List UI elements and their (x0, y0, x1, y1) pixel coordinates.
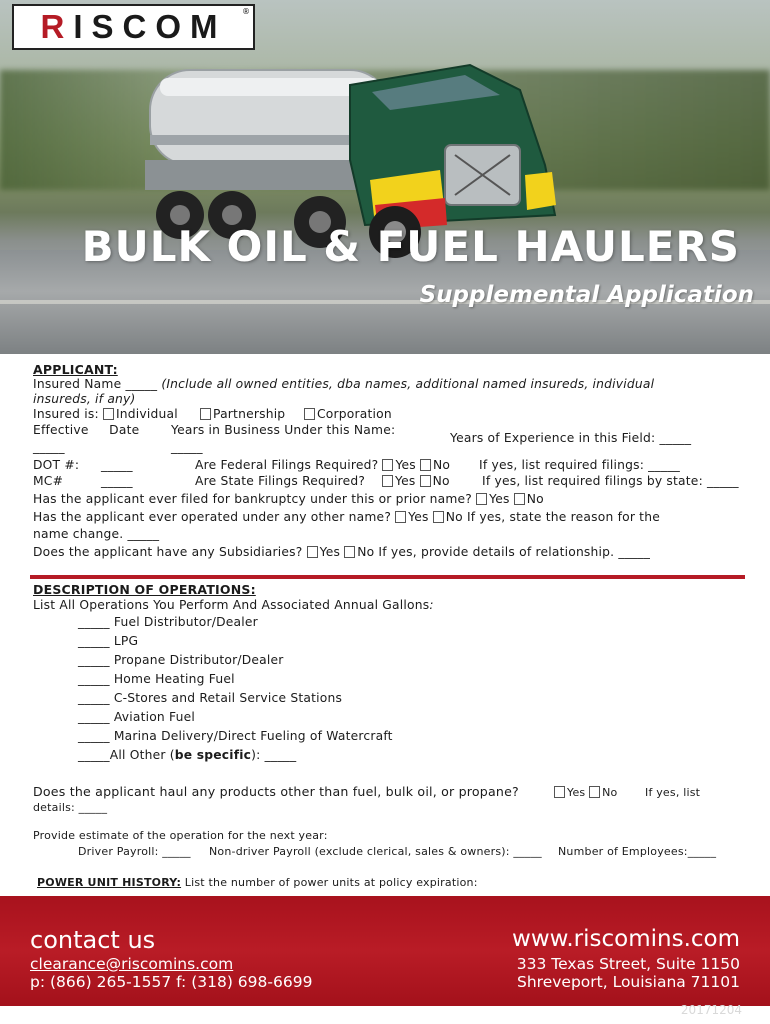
other-products-if-yes: If yes, list (645, 786, 701, 799)
state-yes-label: Yes (395, 474, 416, 488)
document-code: 20171204 (680, 1003, 742, 1017)
subsidiaries-row (33, 545, 650, 560)
subsidiaries-yes-checkbox[interactable] (307, 546, 318, 558)
other-products-no-checkbox[interactable] (589, 786, 600, 798)
insured-is-row (33, 407, 178, 422)
subsidiaries-question: Does the applicant have any Subsidiaries? (33, 545, 303, 559)
federal-if-yes[interactable]: If yes, list required filings: _____ (479, 458, 680, 472)
other-products-no-label: No (602, 786, 618, 799)
registered-mark: ® (242, 7, 250, 16)
operations-heading: DESCRIPTION OF OPERATIONS: (33, 582, 256, 597)
website-link[interactable]: www.riscomins.com (512, 926, 740, 952)
insured-name-label[interactable]: Insured Name _____ (33, 377, 158, 391)
other-name-row (33, 510, 660, 525)
years-business-blank[interactable]: _____ (171, 440, 203, 454)
federal-no-checkbox[interactable] (420, 459, 431, 471)
state-if-yes[interactable]: If yes, list required filings by state: _____ (482, 474, 739, 488)
power-unit-heading: POWER UNIT HISTORY: (37, 876, 182, 889)
partnership-checkbox[interactable] (200, 408, 211, 420)
subsidiaries-if-yes: If yes, provide details of relationship. _____ (378, 545, 651, 559)
insured-name-note: (Include all owned entities, dba names, additional named insureds, individual (161, 377, 655, 391)
riscom-logo[interactable] (12, 4, 255, 50)
operation-item[interactable]: _____ Propane Distributor/Dealer (78, 653, 284, 667)
other-products-options (554, 785, 617, 800)
corporation-option (304, 407, 392, 422)
hero-banner (0, 0, 770, 354)
all-other-prefix: _____All Other ( (78, 748, 175, 762)
individual-label: Individual (115, 407, 178, 421)
all-other-suffix: ): _____ (251, 748, 297, 762)
insured-is-label: Insured is: (33, 407, 99, 421)
years-experience-label[interactable]: Years of Experience in this Field: _____ (450, 431, 692, 445)
partnership-label: Partnership (213, 407, 286, 421)
other-products-yes-checkbox[interactable] (554, 786, 565, 798)
page-subtitle: Supplemental Application (419, 282, 754, 308)
logo-letter-r: R (40, 8, 74, 45)
operation-item-all-other[interactable] (78, 748, 296, 763)
address-line-2: Shreveport, Louisiana 71101 (517, 973, 740, 991)
operation-item[interactable]: _____ Aviation Fuel (78, 710, 196, 724)
effective-date-blank[interactable]: _____ (33, 440, 65, 454)
section-divider (30, 575, 745, 579)
state-filings-options (382, 474, 450, 489)
power-unit-row (37, 875, 478, 890)
operations-intro (33, 598, 434, 613)
operation-item[interactable]: _____ Marina Delivery/Direct Fueling of Watercraft (78, 729, 393, 743)
power-unit-text: List the number of power units at policy expiration: (184, 876, 478, 889)
operation-item[interactable]: _____ Fuel Distributor/Dealer (78, 615, 258, 629)
other-name-no-label: No (445, 510, 463, 524)
other-name-yes-checkbox[interactable] (395, 511, 406, 523)
all-other-bold: be specific (174, 748, 252, 762)
other-products-yes-label: Yes (567, 786, 586, 799)
state-filings-row (195, 474, 365, 489)
estimate-label: Provide estimate of the operation for the next year: (33, 829, 328, 842)
corporation-label: Corporation (317, 407, 392, 421)
effective-date-label[interactable]: Effective Date (33, 423, 140, 437)
operation-item[interactable]: _____ Home Heating Fuel (78, 672, 235, 686)
state-yes-checkbox[interactable] (382, 475, 393, 487)
non-driver-payroll[interactable]: Non-driver Payroll (exclude clerical, sales & owners): _____ (209, 845, 542, 858)
dot-blank[interactable]: _____ (101, 458, 133, 472)
operations-intro-colon: : (429, 598, 434, 612)
other-name-question: Has the applicant ever operated under any other name? (33, 510, 392, 524)
contact-phones: p: (866) 265-1557 f: (318) 698-6699 (30, 973, 313, 991)
federal-filings-row (195, 458, 450, 473)
operation-item[interactable]: _____ LPG (78, 634, 139, 648)
driver-payroll[interactable]: Driver Payroll: _____ (78, 845, 191, 858)
mc-blank[interactable]: _____ (101, 474, 133, 488)
individual-checkbox[interactable] (103, 408, 114, 420)
corporation-checkbox[interactable] (304, 408, 315, 420)
subsidiaries-yes-label: Yes (319, 545, 341, 559)
other-name-no-checkbox[interactable] (433, 511, 444, 523)
federal-yes-checkbox[interactable] (382, 459, 393, 471)
number-of-employees[interactable]: Number of Employees:_____ (558, 845, 717, 858)
bankruptcy-yes-label: Yes (489, 492, 510, 506)
subsidiaries-no-label: No (357, 545, 375, 559)
mc-label: MC# (33, 474, 64, 488)
subsidiaries-no-checkbox[interactable] (344, 546, 355, 558)
other-products-question: Does the applicant haul any products other than fuel, bulk oil, or propane? (33, 784, 519, 799)
dot-label: DOT #: (33, 458, 80, 472)
applicant-heading: APPLICANT: (33, 362, 118, 377)
contact-heading: contact us (30, 926, 156, 954)
page-title: BULK OIL & FUEL HAULERS (81, 222, 740, 271)
other-name-if-yes: If yes, state the reason for the (466, 510, 660, 524)
years-business-label[interactable]: Years in Business Under this Name: (171, 423, 396, 437)
state-no-label: No (432, 474, 450, 488)
partnership-option (200, 407, 285, 422)
other-products-details[interactable]: details: _____ (33, 801, 108, 814)
logo-letters-iscom: ISCOM (73, 8, 227, 45)
federal-filings-label: Are Federal Filings Required? (195, 458, 379, 472)
other-name-yes-label: Yes (408, 510, 429, 524)
name-change-blank[interactable]: name change. _____ (33, 527, 160, 541)
footer (0, 896, 770, 1006)
operation-item[interactable]: _____ C-Stores and Retail Service Stations (78, 691, 343, 705)
insured-name-row (33, 377, 654, 392)
bankruptcy-yes-checkbox[interactable] (476, 493, 487, 505)
bankruptcy-question: Has the applicant ever filed for bankruptcy under this or prior name? (33, 492, 473, 506)
bankruptcy-no-label: No (526, 492, 544, 506)
federal-no-label: No (433, 458, 451, 472)
insured-name-note-cont: insureds, if any) (33, 392, 136, 406)
state-filings-label: Are State Filings Required? (195, 474, 366, 488)
bankruptcy-no-checkbox[interactable] (514, 493, 525, 505)
federal-yes-label: Yes (395, 458, 416, 472)
address-line-1: 333 Texas Street, Suite 1150 (516, 955, 740, 973)
bankruptcy-row (33, 492, 544, 507)
logo-text (40, 8, 226, 46)
contact-email-link[interactable]: clearance@riscomins.com (30, 955, 234, 973)
state-no-checkbox[interactable] (420, 475, 431, 487)
operations-intro-text: List All Operations You Perform And Associated Annual Gallons (33, 598, 430, 612)
